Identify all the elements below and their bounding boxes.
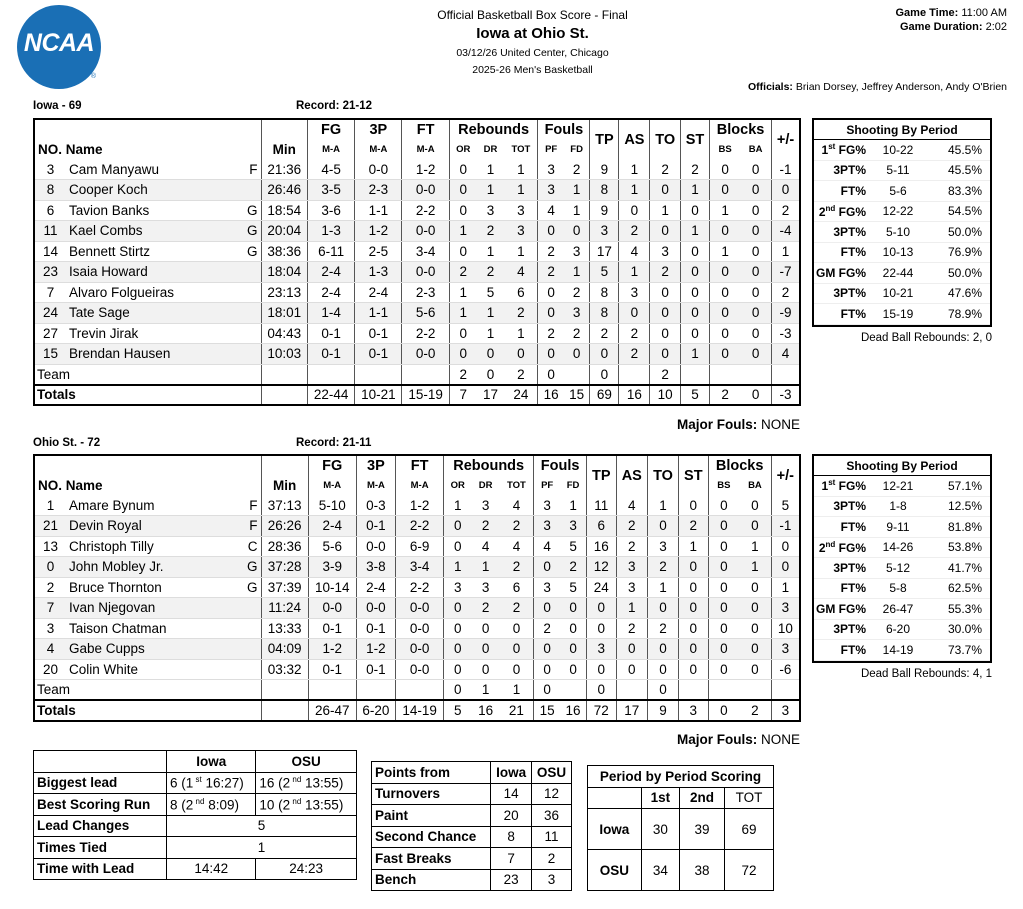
period-row: FT% 15-19 78.9% <box>814 304 990 325</box>
period-row: 3PT% 10-21 47.6% <box>814 284 990 305</box>
dead-ball-rebounds: Dead Ball Rebounds: 4, 1 <box>860 668 992 680</box>
period-row: FT% 5-8 62.5% <box>814 579 990 600</box>
points-from-row: Paint 20 36 <box>372 805 572 827</box>
player-row: 24 Tate Sage 18:01 1-4 1-1 5-6 1 1 2 0 3 8 0 0 0 0 0 -9 <box>34 303 800 324</box>
period-row: FT% 5-6 83.3% <box>814 181 990 202</box>
player-row: 21 Devin Royal F 26:26 2-4 0-1 2-2 0 2 2 3 3 6 2 0 2 0 0 -1 <box>34 516 800 537</box>
period-row: 3PT% 6-20 30.0% <box>814 620 990 641</box>
team-record: Record: 21-11 <box>296 437 372 449</box>
points-from-table: Points from Iowa OSU Turnovers 14 12 Paint 20 36 Second Chance 8 11 Fast Breaks 7 2 Bench 23 3 <box>371 761 572 891</box>
shooting-by-period: Shooting By Period 1st FG% 10-22 45.5% 3PT% 5-11 45.5% FT% 5-6 83.3% 2nd FG% 12-22 54.5% 3PT% 5-10 50.0% FT% 10-13 76.9% GM FG% 22-44 50.0% 3PT% 10-21 47.6% FT% 15-19 78.9% <box>812 118 992 327</box>
player-row: 15 Brendan Hausen 10:03 0-1 0-1 0-0 0 0 0 0 0 0 2 0 1 0 0 4 <box>34 344 800 365</box>
period-row: FT% 9-11 81.8% <box>814 517 990 538</box>
player-row: 4 Gabe Cupps 04:09 1-2 1-2 0-0 0 0 0 0 0 3 0 0 0 0 0 3 <box>34 639 800 660</box>
period-row: GM FG% 22-44 50.0% <box>814 263 990 284</box>
period-row: 2nd FG% 14-26 53.8% <box>814 538 990 559</box>
cell: FG <box>308 455 356 475</box>
cell: 3P <box>355 119 402 139</box>
box-score-table: FG 3P FT Rebounds Fouls TP AS TO ST Blocks +/- NO. Name Min M-A M-A M-A OR DR TOT PF FD BS BA 1 Amare Bynum F 37:13 5-10 0-3 1-2 1 3 4 3 1 11 4 1 0 0 0 5 21 Devin Royal F 26:26 2-4 0-1 2-2 0 2 2 3 3 6 2 0 2 0 0 -1 13 Christoph Tilly C 28:36 5-6 0-0 6-9 0 4 4 4 5 16 2 3 1 0 1 0 0 John Mobley Jr. G 37:28 3-9 3-8 3-4 1 1 2 0 2 12 3 2 0 0 1 0 2 Bruce Thornton G 37:39 10-14 2-4 2-2 3 3 6 3 5 24 3 1 0 0 0 1 7 Ivan Njegovan 11:24 0-0 0-0 0-0 0 2 2 0 0 0 1 0 0 0 0 3 3 Taison Chatman 13:33 0-1 0-1 0-0 0 0 0 2 0 0 2 2 0 0 0 10 4 Gabe Cupps 04:09 1-2 1-2 0-0 0 0 0 0 0 3 0 0 0 0 0 3 20 Colin White 03:32 0-1 0-1 0-0 0 0 0 0 0 0 0 0 0 0 0 -6 Team 0 1 1 0 0 0 Totals 26-47 6-20 14-19 5 16 21 15 16 72 17 9 3 0 2 3 <box>33 454 801 722</box>
player-row: 1 Amare Bynum F 37:13 5-10 0-3 1-2 1 3 4 3 1 11 4 1 0 0 0 5 <box>34 495 800 516</box>
points-from-row: Fast Breaks 7 2 <box>372 848 572 870</box>
player-row: 11 Kael Combs G 20:04 1-3 1-2 0-0 1 2 3 0 0 3 2 0 1 0 0 -4 <box>34 221 800 242</box>
period-row: 2nd FG% 12-22 54.5% <box>814 202 990 223</box>
player-row: 3 Cam Manyawu F 21:36 4-5 0-0 1-2 0 1 1 3 2 9 1 2 2 0 0 -1 <box>34 159 800 180</box>
box-score-table: FG 3P FT Rebounds Fouls TP AS TO ST Blocks +/- NO. Name Min M-A M-A M-A OR DR TOT PF FD BS BA 3 Cam Manyawu F 21:36 4-5 0-0 1-2 0 1 1 3 2 9 1 2 2 0 0 -1 8 Cooper Koch 26:46 3-5 2-3 0-0 0 1 1 3 1 8 1 0 1 0 0 0 6 Tavion Banks G 18:54 3-6 1-1 2-2 0 3 3 4 1 9 0 1 0 1 0 2 11 Kael Combs G 20:04 1-3 1-2 0-0 1 2 3 0 0 3 2 0 1 0 0 -4 14 Bennett Stirtz G 38:36 6-11 2-5 3-4 0 1 1 2 3 17 4 3 0 1 0 1 23 Isaia Howard 18:04 2-4 1-3 0-0 2 2 4 2 1 5 1 2 0 0 0 -7 7 Alvaro Folgueiras 23:13 2-4 2-4 2-3 1 5 6 0 2 8 3 0 0 0 0 2 24 Tate Sage 18:01 1-4 1-1 5-6 1 1 2 0 3 8 0 0 0 0 0 -9 27 Trevin Jirak 04:43 0-1 0-1 2-2 0 1 1 2 2 2 2 0 0 0 0 -3 15 Brendan Hausen 10:03 0-1 0-1 0-0 0 0 0 0 0 0 2 0 1 0 0 4 Team 2 0 2 0 0 2 Totals 22-44 10-21 15-19 7 17 24 16 15 69 16 10 5 2 0 -3 <box>33 118 801 406</box>
points-from-row: Second Chance 8 11 <box>372 826 572 848</box>
player-row: 2 Bruce Thornton G 37:39 10-14 2-4 2-2 3 3 6 3 5 24 3 1 0 0 0 1 <box>34 577 800 598</box>
period-row: GM FG% 26-47 55.3% <box>814 599 990 620</box>
period-row: 1st FG% 12-21 57.1% <box>814 476 990 497</box>
lead-row: Time with Lead 14:42 24:23 <box>34 858 357 880</box>
major-fouls: Major Fouls: NONE <box>676 732 800 747</box>
shooting-by-period: Shooting By Period 1st FG% 12-21 57.1% 3PT% 1-8 12.5% FT% 9-11 81.8% 2nd FG% 14-26 53.8% 3PT% 5-12 41.7% FT% 5-8 62.5% GM FG% 26-47 55.3% 3PT% 6-20 30.0% FT% 14-19 73.7% <box>812 454 992 663</box>
cell: FG <box>307 119 354 139</box>
period-row: 3PT% 5-11 45.5% <box>814 161 990 182</box>
cell: FT <box>402 119 449 139</box>
cell: 3P <box>356 455 395 475</box>
period-row: FT% 10-13 76.9% <box>814 243 990 264</box>
period-score-row: OSU 34 38 72 <box>588 850 774 891</box>
player-row: 0 John Mobley Jr. G 37:28 3-9 3-8 3-4 1 1 2 0 2 12 3 2 0 0 1 0 <box>34 557 800 578</box>
game-time-info: Game Time: 11:00 AM Game Duration: 2:02 <box>895 7 1007 33</box>
rebounds-header: Rebounds <box>444 455 534 475</box>
dead-ball-rebounds: Dead Ball Rebounds: 2, 0 <box>860 332 992 344</box>
period-row: FT% 14-19 73.7% <box>814 640 990 661</box>
lead-row: Biggest lead 6 (1 $^{st}$ 16:27) 16 (2 $^{nd}$ 13:55) <box>34 772 357 794</box>
team-record: Record: 21-12 <box>296 100 373 112</box>
box-score-title: Official Basketball Box Score - Final <box>437 8 628 22</box>
period-row: 3PT% 5-12 41.7% <box>814 558 990 579</box>
season: 2025-26 Men's Basketball <box>472 64 593 76</box>
player-row: 7 Alvaro Folgueiras 23:13 2-4 2-4 2-3 1 5 6 0 2 8 3 0 0 0 0 2 <box>34 282 800 303</box>
officials: Officials: Brian Dorsey, Jeffrey Anderson, Andy O'Brien <box>748 81 1007 93</box>
period-row: 1st FG% 10-22 45.5% <box>814 140 990 161</box>
team-row: Team 0 1 1 0 0 0 <box>34 680 800 701</box>
major-fouls: Major Fouls: NONE <box>676 417 800 432</box>
period-score-row: Iowa 30 39 69 <box>588 809 774 850</box>
team-title: Ohio St. - 72 <box>33 437 101 449</box>
player-row: 13 Christoph Tilly C 28:36 5-6 0-0 6-9 0 4 4 4 5 16 2 3 1 0 1 0 <box>34 536 800 557</box>
player-row: 14 Bennett Stirtz G 38:36 6-11 2-5 3-4 0 1 1 2 3 17 4 3 0 1 0 1 <box>34 241 800 262</box>
lead-stats-table: Iowa OSU Biggest lead 6 (1 $^{st}$ 16:27) 16 (2 $^{nd}$ 13:55) Best Scoring Run 8 (2 $^{nd}$ 8:09) 10 (2 $^{nd}$ 13:55) Lead Changes 5 Times Tied 1 Time with Lead 14:42 24:23 <box>33 750 357 880</box>
lead-row: Lead Changes 5 <box>34 815 357 837</box>
team-row: Team 2 0 2 0 0 2 <box>34 364 800 385</box>
matchup-title: Iowa at Ohio St. <box>476 25 589 42</box>
cell: FT <box>396 455 444 475</box>
player-row: 6 Tavion Banks G 18:54 3-6 1-1 2-2 0 3 3 4 1 9 0 1 0 1 0 2 <box>34 200 800 221</box>
period-row: 3PT% 5-10 50.0% <box>814 222 990 243</box>
lead-row: Times Tied 1 <box>34 837 357 859</box>
player-row: 7 Ivan Njegovan 11:24 0-0 0-0 0-0 0 2 2 0 0 0 1 0 0 0 0 3 <box>34 598 800 619</box>
player-row: 20 Colin White 03:32 0-1 0-1 0-0 0 0 0 0 0 0 0 0 0 0 0 -6 <box>34 659 800 680</box>
period-row: 3PT% 1-8 12.5% <box>814 497 990 518</box>
player-row: 27 Trevin Jirak 04:43 0-1 0-1 2-2 0 1 1 2 2 2 2 0 0 0 0 -3 <box>34 323 800 344</box>
points-from-row: Turnovers 14 12 <box>372 783 572 805</box>
player-row: 23 Isaia Howard 18:04 2-4 1-3 0-0 2 2 4 2 1 5 1 2 0 0 0 -7 <box>34 262 800 283</box>
player-row: 3 Taison Chatman 13:33 0-1 0-1 0-0 0 0 0 2 0 0 2 2 0 0 0 10 <box>34 618 800 639</box>
ncaa-logo: NCAA ® <box>17 5 101 89</box>
period-scoring-table: Period by Period Scoring 1st 2nd TOT Iowa 30 39 69 OSU 34 38 72 <box>587 765 774 891</box>
team-title: Iowa - 69 <box>33 100 82 112</box>
rebounds-header: Rebounds <box>449 119 538 139</box>
date-venue: 03/12/26 United Center, Chicago <box>456 47 609 59</box>
totals-row: Totals 26-47 6-20 14-19 5 16 21 15 16 72 17 9 3 0 2 3 <box>34 700 800 721</box>
player-row: 8 Cooper Koch 26:46 3-5 2-3 0-0 0 1 1 3 1 8 1 0 1 0 0 0 <box>34 180 800 201</box>
lead-row: Best Scoring Run 8 (2 $^{nd}$ 8:09) 10 (2 $^{nd}$ 13:55) <box>34 794 357 816</box>
points-from-row: Bench 23 3 <box>372 869 572 891</box>
totals-row: Totals 22-44 10-21 15-19 7 17 24 16 15 69 16 10 5 2 0 -3 <box>34 385 800 406</box>
